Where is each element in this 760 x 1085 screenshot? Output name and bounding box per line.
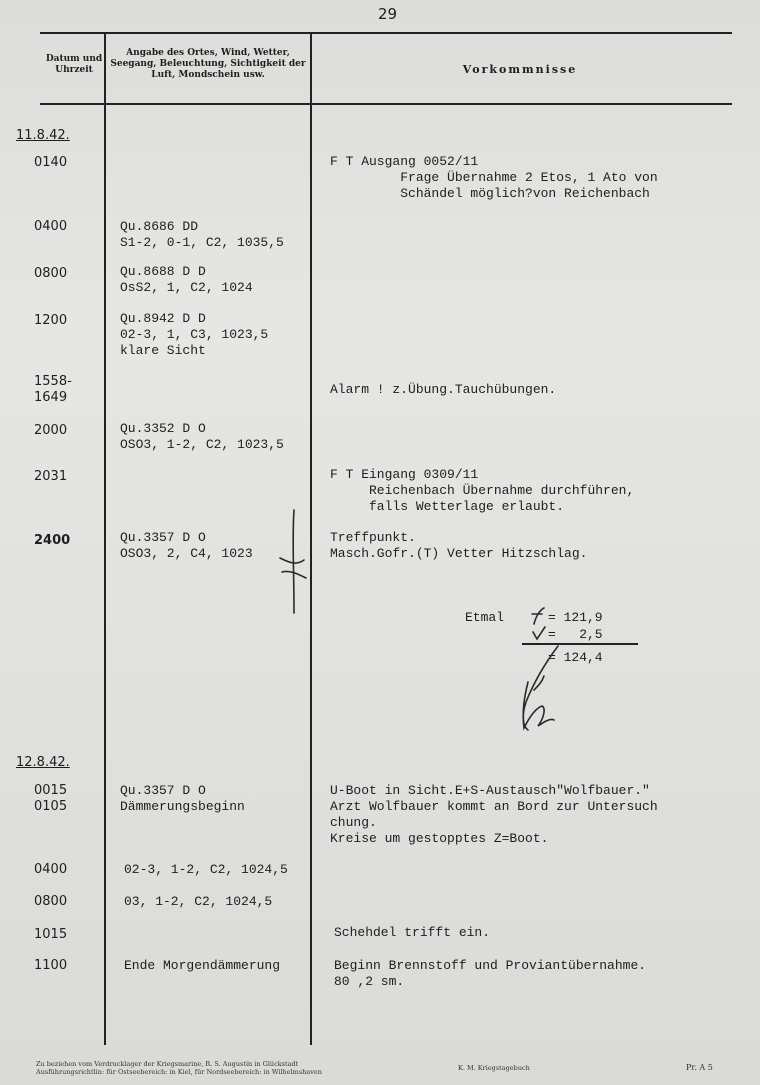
time-cell: 0140	[34, 155, 68, 170]
event-cell: F T Ausgang 0052/11 Frage Übernahme 2 Etos, 1 Ato von Schändel möglich?von Reichenbach	[330, 154, 658, 201]
time-cell: 1558- 1649	[34, 374, 72, 405]
footer-printer-note-2: Ausführungsrichtlin: für Ostseebereich: in Kiel, für Nordseebereich: in Wilhelmshaven	[36, 1068, 322, 1076]
time-cell: 0400	[34, 219, 68, 234]
time-cell: 1100	[34, 958, 68, 973]
event-cell: Beginn Brennstoff und Proviantübernahme. 80 ,2 sm.	[334, 958, 647, 989]
time-cell: 0800	[34, 266, 68, 281]
date-12-8-42: 12.8.42.	[16, 755, 70, 770]
position-cell: Ende Morgendämmerung	[124, 958, 281, 973]
event-cell: Alarm ! z.Übung.Tauchübungen.	[330, 382, 557, 397]
position-cell: 03, 1-2, C2, 1024,5	[124, 894, 273, 909]
column-rule-1	[104, 32, 106, 1045]
etmal-label: Etmal	[465, 610, 505, 625]
footer-printer-note-1: Zu beziehen vom Verdrucklager der Kriegsmarine, R. S. Augustin in Glückstadt	[36, 1060, 299, 1068]
event-cell: F T Eingang 0309/11 Reichenbach Übernahme durchführen, falls Wetterlage erlaubt.	[330, 467, 635, 514]
etmal-line-1: = 121,9	[548, 610, 603, 625]
time-cell: 0400	[34, 862, 68, 877]
event-cell: Schehdel trifft ein.	[334, 925, 491, 940]
handwritten-cross-mark	[272, 508, 312, 618]
etmal-symbol-1	[530, 606, 548, 626]
header-date-time: Datum und Uhrzeit	[45, 54, 103, 75]
time-cell: 1015	[34, 927, 68, 942]
etmal-line-2: = 2,5	[548, 627, 603, 642]
page-number: 29	[378, 5, 398, 23]
position-cell: Qu.8688 D D OsS2, 1, C2, 1024	[120, 264, 253, 295]
etmal-total: = 124,4	[548, 650, 603, 665]
event-cell: Treffpunkt. Masch.Gofr.(T) Vetter Hitzschlag.	[330, 530, 588, 561]
header-events: Vorkommnisse	[462, 63, 578, 76]
event-cell: U-Boot in Sicht.E+S-Austausch"Wolfbauer." Arzt Wolfbauer kommt an Bord zur Untersuch chung. Kreise um gestopptes Z=Boot.	[330, 783, 658, 846]
handwritten-signature	[508, 642, 568, 737]
time-cell: 0800	[34, 894, 68, 909]
position-cell: Qu.3352 D O OSO3, 1-2, C2, 1023,5	[120, 421, 284, 452]
footer-form-title: K. M. Kriegstagebuch	[458, 1064, 530, 1072]
position-cell: Qu.8942 D D 02-3, 1, C3, 1023,5 klare Sicht	[120, 311, 269, 358]
time-cell: 2031	[34, 469, 68, 484]
time-cell: 2400	[34, 533, 71, 548]
time-cell: 1200	[34, 313, 68, 328]
header-bottom-rule	[40, 103, 732, 105]
position-cell: 02-3, 1-2, C2, 1024,5	[124, 862, 288, 877]
header-top-rule	[40, 32, 732, 34]
footer-form-number: Pr. A 5	[686, 1063, 713, 1072]
time-cell: 2000	[34, 423, 68, 438]
header-location-weather: Angabe des Ortes, Wind, Wetter, Seegang, Beleuchtung, Sichtigkeit der Luft, Mondschein usw.	[110, 48, 306, 80]
position-cell: Qu.3357 D O Dämmerungsbeginn	[120, 783, 245, 814]
position-cell: Qu.8686 DD S1-2, 0-1, C2, 1035,5	[120, 219, 284, 250]
etmal-symbol-2	[530, 624, 548, 642]
position-cell: Qu.3357 D O OSO3, 2, C4, 1023	[120, 530, 253, 561]
date-11-8-42: 11.8.42.	[16, 128, 70, 143]
time-cell: 0015 0105	[34, 783, 68, 814]
